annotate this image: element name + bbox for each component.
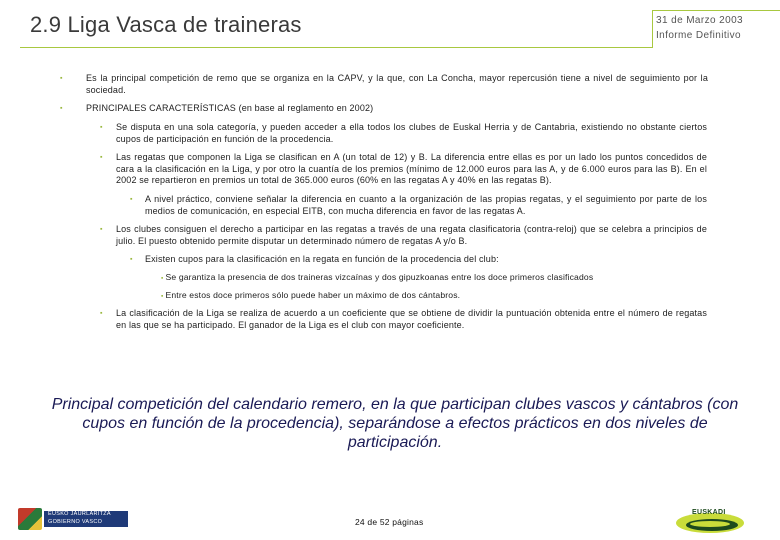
page-title: 2.9 Liga Vasca de traineras	[30, 12, 302, 37]
header-divider	[652, 10, 653, 48]
header-top-rule	[652, 10, 780, 11]
bullet-text: Se garantiza la presencia de dos traineras vizcaínas y dos gipuzkoanas entre los doce primeros clasificados	[165, 272, 594, 282]
bullet-square-icon: ▪	[161, 275, 164, 282]
bullet-text: A nivel práctico, conviene señalar la diferencia en cuanto a la organización de las propias regatas, y el seguimiento por parte de los medios de comunicación, en especial EITB, con mucha diferencia en favor de las regatas A.	[145, 194, 707, 216]
coat-of-arms-icon	[18, 508, 42, 530]
bullet-square-icon: ▪	[130, 256, 133, 263]
sub-bullet-item	[161, 272, 707, 284]
bullet-square-icon: ▪	[161, 293, 164, 300]
summary-statement: Principal competición del calendario remero, en la que participan clubes vascos y cántabros (con cupos en función de la procedencia), separándose a efectos prácticos en dos niveles de participación.	[51, 396, 739, 451]
report-date: 31 de Marzo 2003	[656, 15, 744, 26]
logo-line-2: GOBIERNO VASCO	[48, 518, 103, 525]
header-rule	[20, 47, 652, 48]
bullet-square-icon: ▪	[100, 124, 103, 131]
bullet-text: PRINCIPALES CARACTERÍSTICAS (en base al reglamento en 2002)	[86, 103, 374, 113]
bullet-square-icon: ▪	[100, 310, 103, 317]
euskadi-kirola-logo	[672, 508, 744, 534]
page-counter: 24 de 52 páginas	[355, 517, 424, 527]
gobierno-vasco-logo	[18, 508, 110, 530]
bullet-square-icon: ▪	[130, 196, 133, 203]
logo-word: EUSKADI	[692, 509, 726, 516]
bullet-square-icon: ▪	[100, 154, 103, 161]
report-status: Informe Definitivo	[656, 30, 742, 41]
bullet-text: Es la principal competición de remo que se organiza en la CAPV, y la que, con La Concha, mayor repercusión tiene a nivel de seguimiento por la sociedad.	[86, 73, 708, 95]
bullet-text: Entre estos doce primeros sólo puede haber un máximo de dos cántabros.	[165, 290, 461, 300]
sub-bullet-item	[161, 290, 707, 302]
header-meta	[656, 13, 743, 43]
bullet-text: Existen cupos para la clasificación en la regata en función de la procedencia del club:	[145, 254, 499, 264]
bullet-text: Se disputa en una sola categoría, y pueden acceder a ella todos los clubes de Euskal Herria y de Cantabria, existiendo no obstante ciertos cupos de participación en función de la procedencia.	[116, 122, 707, 144]
bullet-text: La clasificación de la Liga se realiza de acuerdo a un coeficiente que se obtiene de dividir la puntuación obtenida entre el número de regatas en las que se ha participado. El ganador de la Liga es el club con mayor coeficiente.	[116, 308, 707, 330]
bullet-text: Las regatas que componen la Liga se clasifican en A (un total de 12) y B. La diferencia entre ellas es por un lado los puntos concedidos de cara a la clasificación en la Liga, y por otro la cuantía de los premios (mínimo de 12.000 euros para las A, y de 6.000 euros para las B). En el 2002 se repartieron en premios un total de 365.000 euros (60% en las regatas A y 40% en las regatas B).	[116, 152, 707, 185]
bullet-square-icon: ▪	[60, 105, 63, 112]
logo-text-band	[44, 511, 128, 527]
bullet-text: Los clubes consiguen el derecho a participar en las regatas a través de una regata clasificatoria (contra-reloj) que se celebra a principios de julio. El puesto obtenido permite disputar un determinado número de regatas A y/o B.	[116, 224, 707, 246]
logo-line-1: EUSKO JAURLARITZA	[48, 511, 111, 517]
bullet-square-icon: ▪	[100, 226, 103, 233]
bullet-square-icon: ▪	[60, 75, 63, 82]
